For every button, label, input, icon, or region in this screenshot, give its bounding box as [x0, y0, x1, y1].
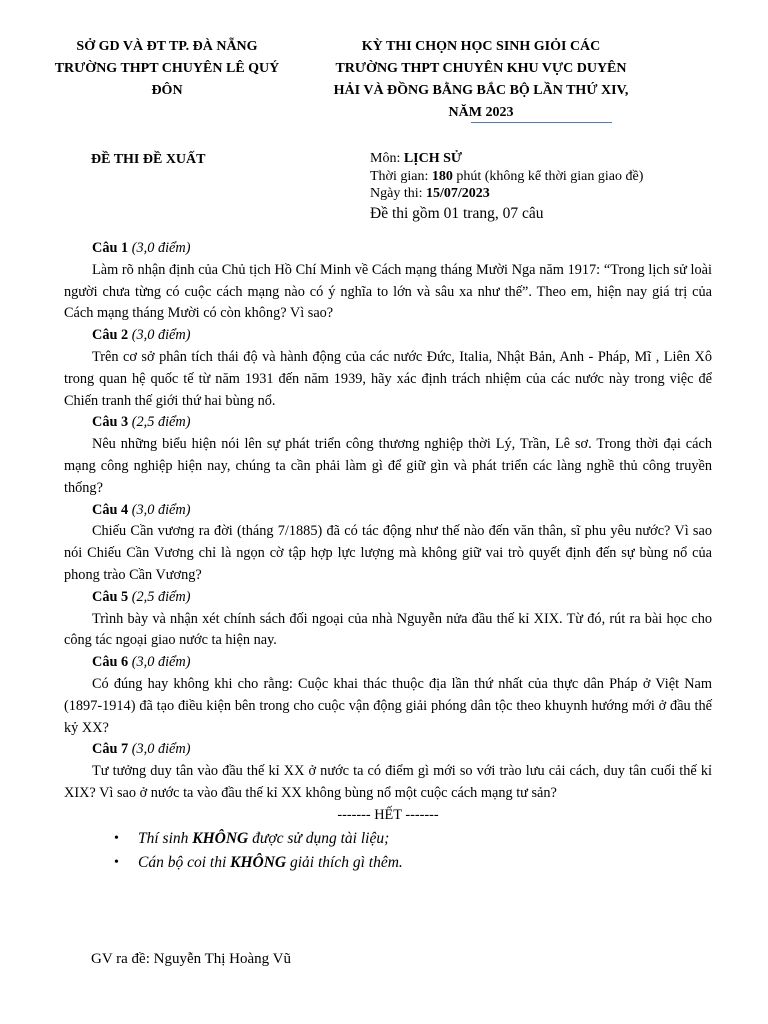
- header-left-block: [28, 36, 306, 102]
- department-name: SỞ GD VÀ ĐT TP. ĐÀ NẴNG: [76, 39, 258, 54]
- question-6: [64, 652, 712, 739]
- note-item: • Thí sinh KHÔNG được sử dụng tài liệu;: [64, 827, 712, 851]
- subject-value: LỊCH SỬ: [403, 151, 463, 166]
- question-4: [64, 500, 712, 587]
- subject-line: Môn: LỊCH SỬ: [370, 151, 463, 166]
- school-name-line-1: TRƯỜNG THPT CHUYÊN LÊ QUÝ: [54, 61, 280, 76]
- note-item: • Cán bộ coi thi KHÔNG giải thích gì thêm.: [64, 851, 712, 875]
- author-credit: GV ra đề: Nguyễn Thị Hoàng Vũ: [91, 951, 291, 967]
- question-title: Câu 7 (3,0 điểm): [92, 741, 191, 758]
- end-marker: ------- HẾT -------: [337, 806, 439, 823]
- bullet-icon: •: [114, 854, 119, 870]
- notes-list: [64, 827, 712, 875]
- question-1: [64, 238, 712, 325]
- question-title: Câu 6 (3,0 điểm): [92, 654, 191, 671]
- question-text: Làm rõ nhận định của Chủ tịch Hồ Chí Minh về Cách mạng tháng Mười Nga năm 1917: “Trong lịch sử loài người chưa từng có cuộc cách mạng nào có ý nghĩa to lớn và sâu xa như thế”. Theo em, hiện nay giá trị của Cách mạng tháng Mười có còn không? Vì sao?: [64, 261, 712, 322]
- exam-type-label: ĐỀ THI ĐỀ XUẤT: [91, 152, 206, 167]
- exam-title-line-2: TRƯỜNG THPT CHUYÊN KHU VỰC DUYÊN: [335, 61, 627, 76]
- question-title: Câu 2 (3,0 điểm): [92, 327, 191, 344]
- exam-title-line-3: HẢI VÀ ĐỒNG BẰNG BẮC BỘ LẦN THỨ XIV,: [333, 83, 629, 98]
- exam-title-line-1: KỲ THI CHỌN HỌC SINH GIỎI CÁC: [361, 39, 601, 54]
- question-title: Câu 1 (3,0 điểm): [92, 240, 191, 256]
- date-line: Ngày thi: 15/07/2023: [370, 186, 490, 201]
- bullet-icon: •: [114, 830, 119, 846]
- question-text: Tư tưởng duy tân vào đầu thế kỉ XX ở nước ta có điểm gì mới so với trào lưu cải cách, duy tân cuối thế kỉ XIX? Vì sao ở nước ta vào đầu thế kỉ XX không bùng nổ một cuộc cách mạng tư sản?: [64, 763, 712, 801]
- question-text: Chiếu Cần vương ra đời (tháng 7/1885) đã có tác động như thế nào đến văn thân, sĩ phu yêu nước? Vì sao nói Chiếu Cần Vương chỉ là ngọn cờ tập hợp lực lượng mà không giữ vai trò quyết định đến sự bùng nổ của phong trào Cần Vương?: [64, 523, 712, 583]
- time-value: 180: [431, 168, 453, 184]
- exam-summary: Đề thi gồm 01 trang, 07 câu: [370, 204, 544, 222]
- exam-body: [64, 238, 712, 875]
- question-5: [64, 587, 712, 652]
- question-text: Trình bày và nhận xét chính sách đối ngoại của nhà Nguyễn nửa đầu thế kỉ XIX. Từ đó, rút ra bài học cho công tác ngoại giao nước ta hiện nay.: [64, 610, 712, 649]
- question-text: Có đúng hay không khi cho rằng: Cuộc khai thác thuộc địa lần thứ nhất của thực dân Pháp ở Việt Nam (1897-1914) đã tạo điều kiện bên trong cho cuộc vận động giải phóng dân tộc theo khuynh hướng mới ở đầu thế kỷ XX?: [64, 675, 712, 736]
- header-underline: [471, 122, 612, 123]
- exam-info-block: [370, 150, 730, 224]
- question-title: Câu 5 (2,5 điểm): [92, 588, 191, 605]
- question-2: [64, 325, 712, 412]
- question-title: Câu 4 (3,0 điểm): [92, 501, 191, 518]
- time-line: Thời gian: 180 phút (không kể thời gian giao đề): [370, 168, 644, 184]
- school-name-line-2: ĐÔN: [151, 83, 183, 98]
- question-7: [64, 739, 712, 804]
- header-right-block: [302, 36, 660, 124]
- question-text: Trên cơ sở phân tích thái độ và hành động của các nước Đức, Italia, Nhật Bản, Anh - Pháp, Mĩ , Liên Xô trong quan hệ quốc tế từ năm 1931 đến năm 1939, hãy xác định trách nhiệm của các nước này trong việc để Chiến tranh thế giới thứ hai bùng nổ.: [64, 348, 712, 409]
- question-3: [64, 412, 712, 499]
- question-title: Câu 3 (2,5 điểm): [92, 414, 191, 431]
- date-value: 15/07/2023: [426, 186, 490, 201]
- exam-title-line-4: NĂM 2023: [448, 105, 514, 120]
- question-text: Nêu những biểu hiện nói lên sự phát triển công thương nghiệp thời Lý, Trần, Lê sơ. Trong thời đại cách mạng công nghiệp hiện nay, chúng ta cần phải làm gì để giữ gìn và phát triển các làng nghề thủ công truyền thống?: [64, 436, 712, 496]
